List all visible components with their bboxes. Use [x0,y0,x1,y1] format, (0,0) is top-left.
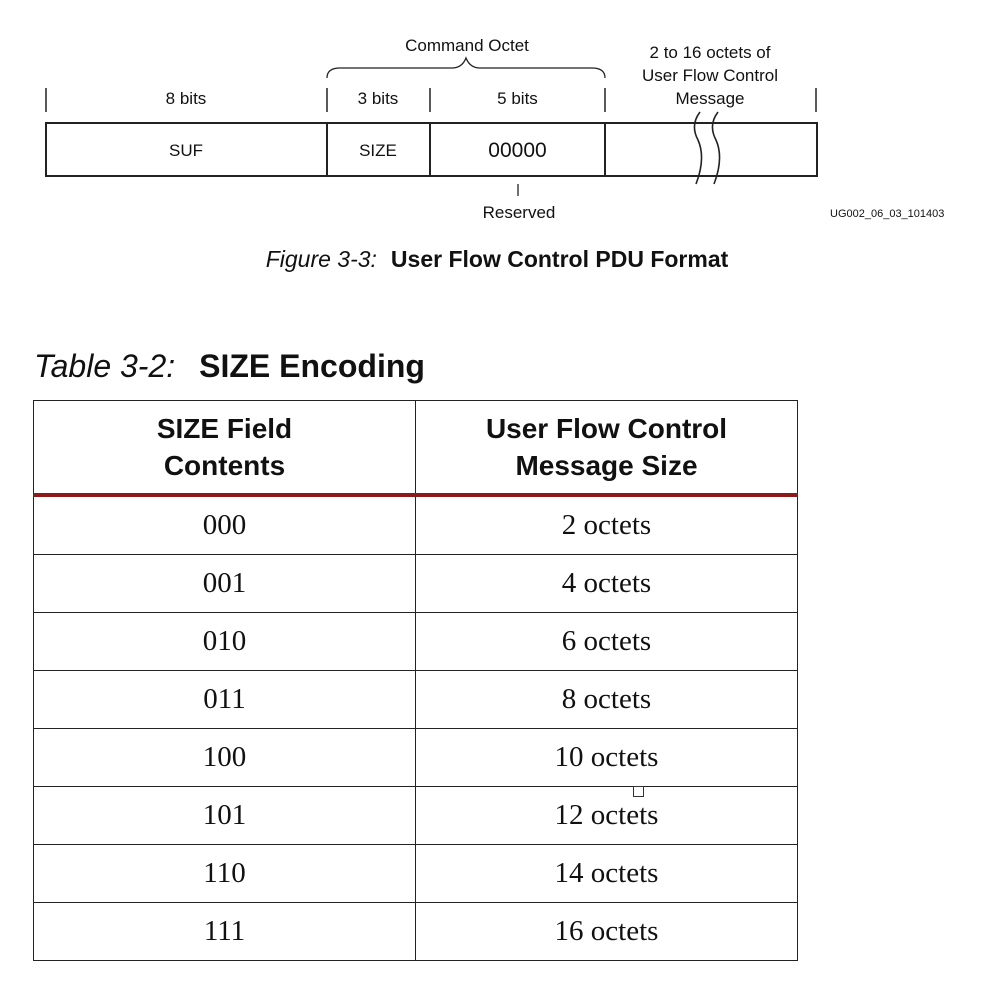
table-caption-number: Table 3-2: [34,348,176,384]
figure-id: UG002_06_03_101403 [830,208,945,220]
header-size-field-contents: SIZE Field Contents [34,401,416,496]
table-row [34,729,798,787]
pdu-diagram-graphic [0,0,994,230]
table-row [34,495,798,555]
reserved-bits-label: 5 bits [497,89,538,108]
figure-caption-number: Figure 3-3: [265,246,377,272]
size-code-cell: 101 [34,787,416,845]
message-size-cell: 8 octets [416,671,798,729]
figure-caption-title: User Flow Control PDU Format [390,246,729,272]
size-field: SIZE [359,141,397,160]
message-size-cell: 4 octets [416,555,798,613]
table-row [34,613,798,671]
message-size-cell: 12 octets [416,787,798,845]
reserved-label: Reserved [482,203,556,222]
header-message-size: User Flow Control Message Size [416,401,798,496]
message-size-cell: 14 octets [416,845,798,903]
size-encoding-table [33,400,798,961]
table-caption [34,348,425,385]
table-row [34,845,798,903]
command-octet-brace [327,58,605,78]
figure-caption [0,246,994,273]
table-caption-title: SIZE Encoding [199,348,425,384]
table-header-row [34,401,798,496]
table-row [34,671,798,729]
pdu-format-diagram [0,0,994,230]
size-code-cell: 110 [34,845,416,903]
message-size-cell: 16 octets [416,903,798,961]
size-code-cell: 010 [34,613,416,671]
user-flow-message-label: 2 to 16 octets of User Flow Control Message [641,43,779,108]
size-code-cell: 000 [34,495,416,555]
size-code-cell: 011 [34,671,416,729]
message-size-cell: 6 octets [416,613,798,671]
size-code-cell: 100 [34,729,416,787]
message-size-cell: 10 octets [416,729,798,787]
command-octet-label: Command Octet [405,36,529,55]
message-size-cell: 2 octets [416,495,798,555]
table-row [34,555,798,613]
suf-bits-label: 8 bits [165,89,207,108]
table-row [34,787,798,845]
suf-field: SUF [169,141,203,160]
size-code-cell: 001 [34,555,416,613]
size-code-cell: 111 [34,903,416,961]
reserved-field: 00000 [488,139,547,162]
table-row [34,903,798,961]
selection-handle[interactable] [633,786,644,797]
size-bits-label: 3 bits [357,89,399,108]
